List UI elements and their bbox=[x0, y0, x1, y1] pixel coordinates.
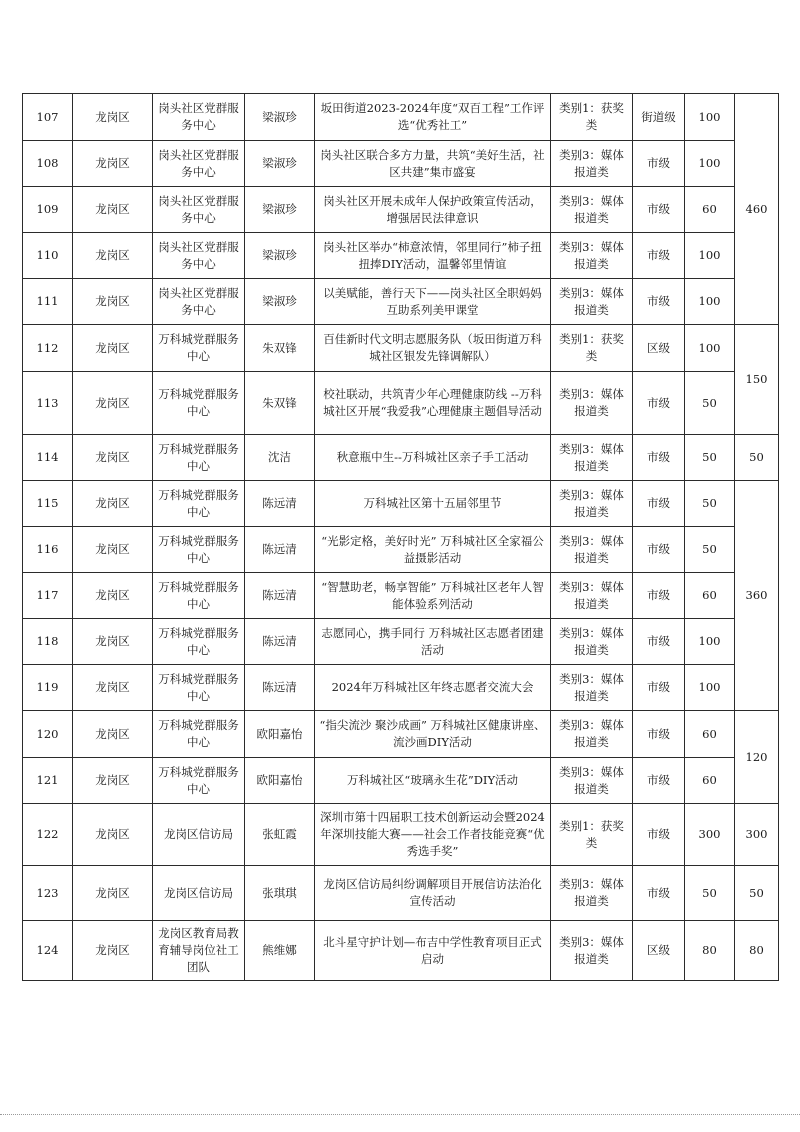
unit-cell: 万科城党群服务中心 bbox=[153, 665, 245, 711]
person-cell: 陈远清 bbox=[245, 665, 315, 711]
row-number: 118 bbox=[23, 619, 73, 665]
category-cell: 类别3：媒体报道类 bbox=[551, 187, 633, 233]
district-cell: 龙岗区 bbox=[73, 187, 153, 233]
person-cell: 陈远清 bbox=[245, 573, 315, 619]
table-row bbox=[23, 921, 779, 981]
record-table bbox=[22, 93, 779, 981]
level-cell: 区级 bbox=[633, 325, 685, 372]
unit-cell: 龙岗区信访局 bbox=[153, 866, 245, 921]
unit-cell: 万科城党群服务中心 bbox=[153, 758, 245, 804]
unit-cell: 龙岗区信访局 bbox=[153, 804, 245, 866]
district-cell: 龙岗区 bbox=[73, 573, 153, 619]
unit-cell: 万科城党群服务中心 bbox=[153, 325, 245, 372]
district-cell: 龙岗区 bbox=[73, 804, 153, 866]
table-row bbox=[23, 372, 779, 435]
page-bottom-rule bbox=[0, 1114, 800, 1115]
score-cell: 300 bbox=[685, 804, 735, 866]
project-cell: 岗头社区举办“柿意浓情，邻里同行”柿子扭扭捧DIY活动，温馨邻里情谊 bbox=[315, 233, 551, 279]
table-row bbox=[23, 711, 779, 758]
row-number: 120 bbox=[23, 711, 73, 758]
district-cell: 龙岗区 bbox=[73, 325, 153, 372]
score-cell: 100 bbox=[685, 619, 735, 665]
row-number: 111 bbox=[23, 279, 73, 325]
category-cell: 类别1：获奖类 bbox=[551, 804, 633, 866]
person-cell: 沈洁 bbox=[245, 435, 315, 481]
score-cell: 50 bbox=[685, 372, 735, 435]
score-cell: 100 bbox=[685, 94, 735, 141]
category-cell: 类别3：媒体报道类 bbox=[551, 711, 633, 758]
level-cell: 市级 bbox=[633, 141, 685, 187]
row-number: 107 bbox=[23, 94, 73, 141]
district-cell: 龙岗区 bbox=[73, 435, 153, 481]
person-cell: 陈远清 bbox=[245, 619, 315, 665]
row-number: 109 bbox=[23, 187, 73, 233]
category-cell: 类别3：媒体报道类 bbox=[551, 921, 633, 981]
project-cell: 百佳新时代文明志愿服务队（坂田街道万科城社区银发先锋调解队） bbox=[315, 325, 551, 372]
unit-cell: 万科城党群服务中心 bbox=[153, 435, 245, 481]
level-cell: 市级 bbox=[633, 279, 685, 325]
district-cell: 龙岗区 bbox=[73, 866, 153, 921]
table-row bbox=[23, 665, 779, 711]
row-number: 115 bbox=[23, 481, 73, 527]
row-number: 122 bbox=[23, 804, 73, 866]
category-cell: 类别3：媒体报道类 bbox=[551, 233, 633, 279]
level-cell: 市级 bbox=[633, 435, 685, 481]
unit-cell: 岗头社区党群服务中心 bbox=[153, 141, 245, 187]
score-cell: 100 bbox=[685, 233, 735, 279]
table-row bbox=[23, 527, 779, 573]
level-cell: 市级 bbox=[633, 758, 685, 804]
score-cell: 60 bbox=[685, 711, 735, 758]
score-cell: 50 bbox=[685, 481, 735, 527]
level-cell: 市级 bbox=[633, 372, 685, 435]
project-cell: “指尖流沙 聚沙成画” 万科城社区健康讲座、流沙画DIY活动 bbox=[315, 711, 551, 758]
project-cell: 深圳市第十四届职工技术创新运动会暨2024年深圳技能大赛——社会工作者技能竞赛“优秀选手奖” bbox=[315, 804, 551, 866]
total-score-cell: 50 bbox=[735, 866, 779, 921]
person-cell: 陈远清 bbox=[245, 481, 315, 527]
unit-cell: 万科城党群服务中心 bbox=[153, 711, 245, 758]
level-cell: 市级 bbox=[633, 233, 685, 279]
category-cell: 类别1：获奖类 bbox=[551, 94, 633, 141]
level-cell: 市级 bbox=[633, 665, 685, 711]
row-number: 119 bbox=[23, 665, 73, 711]
score-cell: 50 bbox=[685, 866, 735, 921]
category-cell: 类别3：媒体报道类 bbox=[551, 665, 633, 711]
district-cell: 龙岗区 bbox=[73, 372, 153, 435]
level-cell: 市级 bbox=[633, 481, 685, 527]
score-cell: 100 bbox=[685, 325, 735, 372]
total-score-cell: 300 bbox=[735, 804, 779, 866]
score-cell: 50 bbox=[685, 435, 735, 481]
person-cell: 梁淑珍 bbox=[245, 279, 315, 325]
row-number: 117 bbox=[23, 573, 73, 619]
project-cell: “光影定格，美好时光” 万科城社区全家福公益摄影活动 bbox=[315, 527, 551, 573]
person-cell: 熊维娜 bbox=[245, 921, 315, 981]
total-score-cell: 460 bbox=[735, 94, 779, 325]
table-row bbox=[23, 481, 779, 527]
district-cell: 龙岗区 bbox=[73, 921, 153, 981]
project-cell: 龙岗区信访局纠纷调解项目开展信访法治化宣传活动 bbox=[315, 866, 551, 921]
project-cell: 秋意瓶中生--万科城社区亲子手工活动 bbox=[315, 435, 551, 481]
person-cell: 梁淑珍 bbox=[245, 233, 315, 279]
row-number: 108 bbox=[23, 141, 73, 187]
district-cell: 龙岗区 bbox=[73, 141, 153, 187]
district-cell: 龙岗区 bbox=[73, 619, 153, 665]
table-row bbox=[23, 94, 779, 141]
table-row bbox=[23, 233, 779, 279]
project-cell: 万科城社区第十五届邻里节 bbox=[315, 481, 551, 527]
row-number: 121 bbox=[23, 758, 73, 804]
category-cell: 类别3：媒体报道类 bbox=[551, 527, 633, 573]
table-row bbox=[23, 758, 779, 804]
score-cell: 100 bbox=[685, 279, 735, 325]
level-cell: 市级 bbox=[633, 619, 685, 665]
district-cell: 龙岗区 bbox=[73, 711, 153, 758]
total-score-cell: 120 bbox=[735, 711, 779, 804]
unit-cell: 岗头社区党群服务中心 bbox=[153, 94, 245, 141]
person-cell: 梁淑珍 bbox=[245, 187, 315, 233]
row-number: 110 bbox=[23, 233, 73, 279]
person-cell: 梁淑珍 bbox=[245, 141, 315, 187]
unit-cell: 岗头社区党群服务中心 bbox=[153, 233, 245, 279]
project-cell: 北斗星守护计划—布吉中学性教育项目正式启动 bbox=[315, 921, 551, 981]
person-cell: 朱双锋 bbox=[245, 325, 315, 372]
row-number: 113 bbox=[23, 372, 73, 435]
unit-cell: 万科城党群服务中心 bbox=[153, 481, 245, 527]
category-cell: 类别3：媒体报道类 bbox=[551, 481, 633, 527]
project-cell: 以美赋能，善行天下——岗头社区全职妈妈互助系列美甲课堂 bbox=[315, 279, 551, 325]
category-cell: 类别3：媒体报道类 bbox=[551, 141, 633, 187]
category-cell: 类别3：媒体报道类 bbox=[551, 758, 633, 804]
project-cell: 志愿同心，携手同行 万科城社区志愿者团建活动 bbox=[315, 619, 551, 665]
unit-cell: 万科城党群服务中心 bbox=[153, 573, 245, 619]
person-cell: 张虹霞 bbox=[245, 804, 315, 866]
unit-cell: 万科城党群服务中心 bbox=[153, 527, 245, 573]
category-cell: 类别1：获奖类 bbox=[551, 325, 633, 372]
total-score-cell: 150 bbox=[735, 325, 779, 435]
row-number: 116 bbox=[23, 527, 73, 573]
level-cell: 市级 bbox=[633, 573, 685, 619]
category-cell: 类别3：媒体报道类 bbox=[551, 866, 633, 921]
score-cell: 50 bbox=[685, 527, 735, 573]
unit-cell: 万科城党群服务中心 bbox=[153, 619, 245, 665]
district-cell: 龙岗区 bbox=[73, 527, 153, 573]
project-cell: 坂田街道2023-2024年度“双百工程”工作评选“优秀社工” bbox=[315, 94, 551, 141]
score-cell: 60 bbox=[685, 573, 735, 619]
score-cell: 100 bbox=[685, 665, 735, 711]
level-cell: 市级 bbox=[633, 527, 685, 573]
level-cell: 市级 bbox=[633, 804, 685, 866]
table-row bbox=[23, 804, 779, 866]
level-cell: 街道级 bbox=[633, 94, 685, 141]
person-cell: 欧阳嘉怡 bbox=[245, 711, 315, 758]
district-cell: 龙岗区 bbox=[73, 758, 153, 804]
district-cell: 龙岗区 bbox=[73, 233, 153, 279]
table-row bbox=[23, 279, 779, 325]
unit-cell: 龙岗区教育局教育辅导岗位社工团队 bbox=[153, 921, 245, 981]
row-number: 124 bbox=[23, 921, 73, 981]
table-row bbox=[23, 325, 779, 372]
score-cell: 80 bbox=[685, 921, 735, 981]
project-cell: 2024年万科城社区年终志愿者交流大会 bbox=[315, 665, 551, 711]
district-cell: 龙岗区 bbox=[73, 279, 153, 325]
score-cell: 60 bbox=[685, 187, 735, 233]
table-row bbox=[23, 866, 779, 921]
category-cell: 类别3：媒体报道类 bbox=[551, 619, 633, 665]
total-score-cell: 80 bbox=[735, 921, 779, 981]
person-cell: 梁淑珍 bbox=[245, 94, 315, 141]
person-cell: 欧阳嘉怡 bbox=[245, 758, 315, 804]
score-cell: 100 bbox=[685, 141, 735, 187]
unit-cell: 岗头社区党群服务中心 bbox=[153, 187, 245, 233]
total-score-cell: 360 bbox=[735, 481, 779, 711]
project-cell: “智慧助老，畅享智能” 万科城社区老年人智能体验系列活动 bbox=[315, 573, 551, 619]
row-number: 123 bbox=[23, 866, 73, 921]
row-number: 114 bbox=[23, 435, 73, 481]
category-cell: 类别3：媒体报道类 bbox=[551, 573, 633, 619]
level-cell: 区级 bbox=[633, 921, 685, 981]
score-cell: 60 bbox=[685, 758, 735, 804]
person-cell: 陈远清 bbox=[245, 527, 315, 573]
category-cell: 类别3：媒体报道类 bbox=[551, 279, 633, 325]
level-cell: 市级 bbox=[633, 711, 685, 758]
unit-cell: 万科城党群服务中心 bbox=[153, 372, 245, 435]
project-cell: 万科城社区“玻璃永生花”DIY活动 bbox=[315, 758, 551, 804]
project-cell: 岗头社区开展未成年人保护政策宣传活动，增强居民法律意识 bbox=[315, 187, 551, 233]
person-cell: 张琪琪 bbox=[245, 866, 315, 921]
row-number: 112 bbox=[23, 325, 73, 372]
total-score-cell: 50 bbox=[735, 435, 779, 481]
project-cell: 校社联动，共筑青少年心理健康防线 --万科城社区开展“我爱我”心理健康主题倡导活动 bbox=[315, 372, 551, 435]
table-row bbox=[23, 619, 779, 665]
table-row bbox=[23, 435, 779, 481]
district-cell: 龙岗区 bbox=[73, 481, 153, 527]
district-cell: 龙岗区 bbox=[73, 665, 153, 711]
person-cell: 朱双锋 bbox=[245, 372, 315, 435]
table-row bbox=[23, 187, 779, 233]
unit-cell: 岗头社区党群服务中心 bbox=[153, 279, 245, 325]
level-cell: 市级 bbox=[633, 866, 685, 921]
table-row bbox=[23, 141, 779, 187]
category-cell: 类别3：媒体报道类 bbox=[551, 372, 633, 435]
table-row bbox=[23, 573, 779, 619]
category-cell: 类别3：媒体报道类 bbox=[551, 435, 633, 481]
project-cell: 岗头社区联合多方力量，共筑“美好生活，社区共建”集市盛宴 bbox=[315, 141, 551, 187]
district-cell: 龙岗区 bbox=[73, 94, 153, 141]
level-cell: 市级 bbox=[633, 187, 685, 233]
